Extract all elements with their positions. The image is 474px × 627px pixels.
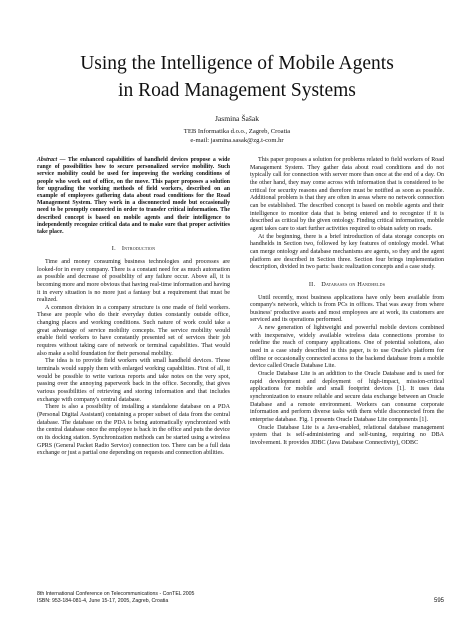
paper-title [0, 50, 474, 104]
paragraph: Oracle Database Lite is an addition to the Oracle Database and is used for rapid development and deployment of high-impact, mission-critical applications for mobile and small footprint devices [1]. It uses data synchronization to ensure reliable and secure data exchange between an Oracle Database and a remote environment. Workers can consume corporate information and perform diverse tasks with them while disconnected from the enterprise database. Fig. 1 presents Oracle Database Lite components [1]. [250, 371, 444, 423]
abstract-label: Abstract [37, 157, 58, 163]
paragraph: This paper proposes a solution for problems related to field workers of Road Management System. They gather data about road conditions and do not typically call for connection with server more than once at the end of a day. On the other hand, they may come across with information that is considered to be critical for security reasons and therefore must be notified as soon as possible. Additional problem is that they are often in areas where no network connection can be established. The described concept is based on mobile agents and their intelligence to monitor data that is being entered and to recognize if it is described as critical by the given ontology. Finding critical information, mobile agent takes care to start further activities required to obtain safety on roads. [250, 157, 444, 232]
paragraph: At the beginning, there is a brief introduction of data storage concepts on handhelds in Section two, followed by key features of ontology model. What can merge ontology and database mechanisms are agents, so they and the agent platform are described in Section three. Section four brings implementation description, divided in two parts: basic realization concepts and a case study. [250, 233, 444, 271]
conference-line: 8th International Conference on Telecommunications - ConTEL 2005 [37, 591, 195, 597]
paragraph: The idea is to provide field workers with small handheld devices. Those terminals would supply them with enlarged working capabilities. First of all, it would be possible to write various reports and take notes on the very spot, passing over the annoying paperwork back in the office. Secondly, that gives various possibilities of retrieving and storing information and that includes exchange with company's central database. [37, 358, 230, 403]
title-line-2: in Road Management Systems [118, 80, 356, 101]
section-heading-databases [250, 281, 444, 289]
isbn-line: ISBN: 953-184-081-4, June 15-17, 2005, Zagreb, Croatia [37, 598, 169, 604]
paragraph: Oracle Database Lite is a Java-enabled, relational database management system that is self-administering and self-tuning, requiring no DBA involvement. It provides JDBC (Java Database Connectivity), ODBC [250, 424, 444, 446]
author-name: Jasmina Šašak [214, 114, 260, 123]
right-column [250, 157, 444, 448]
title-line-1: Using the Intelligence of Mobile Agents [80, 53, 394, 74]
paragraph: A new generation of lightweight and powerful mobile devices combined with inexpensive, widely available wireless data connections promise to redefine the reach of company applications. One of potential solutions, also used in a case study described in this paper, is to use Oracle's platform for offline or occasionally connected access to the backend database from a mobile device called Oracle Database Lite. [250, 325, 444, 370]
left-column [37, 157, 230, 458]
abstract-text: — The enhanced capabilities of handheld devices propose a wide range of possibilities how to secure personalized service mobility. Such service mobility could be used for improving the working conditions of people who work out of office, on the move. This paper proposes a solution for upgrading the working methods of field workers, described on an example of employees gathering data about road conditions for the Road Management System. They work in a disconnected mode but occasionally need to be promptly connected in order to transfer critical information. The described concept is based on mobile agents and their intelligence to independently recognize critical data and to make sure that proper activities take place. [37, 157, 230, 236]
paragraph: There is also a possibility of installing a standalone database on a PDA (Personal Digital Assistant) containing a proper subset of data from the central database. The database on the PDA is being automatically synchronized with the central database once the employee is back in the office and puts the device on its docking station. Synchronization methods can be started using a wireless GPRS (General Packet Radio Service) connection too. There can be a full data exchange or just a partial one depending on requests and connection abilities. [37, 404, 230, 457]
author-email: e-mail: jasmina.sasak@zg.t-com.hr [190, 137, 284, 144]
abstract [37, 157, 230, 236]
paragraph: A common division in a company structure is one made of field workers. These are people who do their everyday duties constantly outside office, changing places and working conditions. Such nature of work could take a great advantage of service mobility concepts. The service mobility would enable field workers to have constantly presented set of services their job requires without taking care of network or terminal capabilities. That would also make a solid foundation for their personal mobility. [37, 304, 230, 357]
section-number: I. [111, 245, 116, 253]
section-heading-introduction [37, 245, 230, 253]
paragraph: Time and money consuming business technologies and processes are looked-for in every company. There is a constant need for as much automation as possible and decrease of possibility of any failure occur. Above all, it is becoming more and more obvious that having real-time information and having it in every situation is no more just a fantasy but a requirement that must be realized. [37, 258, 230, 304]
section-title: Databases on Handhelds [321, 280, 386, 288]
section-number: II. [308, 280, 316, 288]
section-title: Introduction [121, 245, 156, 253]
author-affiliation: TEB Informatika d.o.o., Zagreb, Croatia [183, 128, 291, 135]
paragraph: Until recently, most business applications have only been available from company's network, which is from PCs in offices. That was away from where business' productive assets and most employees are at work, its customers are serviced and its operations performed. [250, 294, 444, 324]
page-number: 595 [433, 598, 444, 604]
